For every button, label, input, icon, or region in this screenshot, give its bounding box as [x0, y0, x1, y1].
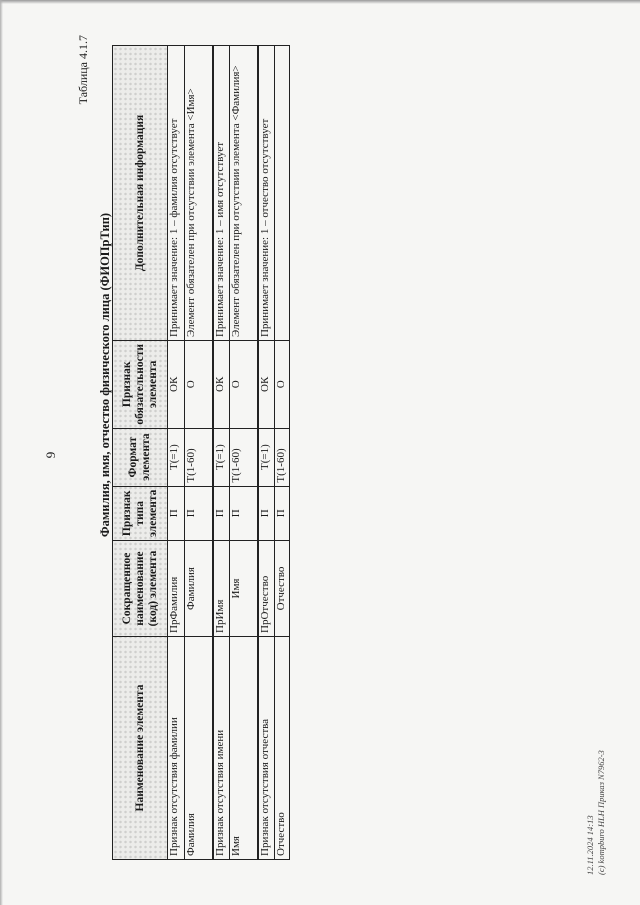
cell-name: Фамилия: [185, 637, 213, 860]
cell-type: П: [168, 486, 185, 540]
header-element-required: Признак обязательности элемента: [113, 341, 168, 429]
header-additional-info: Дополнительная информация: [113, 46, 168, 341]
table-row: [275, 46, 290, 860]
cell-name: Признак отсутствия отчества: [258, 637, 275, 860]
cell-code: Фамилия: [185, 541, 213, 637]
cell-info: Элемент обязателен при отсутствии элемента <Фамилия>: [230, 46, 258, 341]
cell-type: П: [275, 486, 290, 540]
page-number: 9: [43, 451, 58, 459]
cell-info: Элемент обязателен при отсутствии элемента <Имя>: [185, 46, 213, 341]
cell-type: П: [185, 486, 213, 540]
cell-code: ПрОтчество: [258, 541, 275, 637]
cell-required: ОК: [213, 341, 230, 429]
cell-code: ПрИмя: [213, 541, 230, 637]
cell-code: ПрФамилия: [168, 541, 185, 637]
cell-format: T(=1): [258, 428, 275, 486]
table-row: [168, 46, 185, 860]
cell-type: П: [213, 486, 230, 540]
header-element-format: Формат элемента: [113, 428, 168, 486]
cell-required: О: [230, 341, 258, 429]
cell-format: T(=1): [213, 428, 230, 486]
cell-format: T(=1): [168, 428, 185, 486]
cell-format: T(1-60): [275, 428, 290, 486]
cell-required: ОК: [168, 341, 185, 429]
cell-type: П: [258, 486, 275, 540]
cell-type: П: [230, 486, 258, 540]
table-row: [258, 46, 275, 860]
cell-name: Отчество: [275, 637, 290, 860]
stamp-source: (c) kompburo HLH Приказ N7962-3: [596, 750, 606, 875]
cell-required: О: [185, 341, 213, 429]
cell-format: T(1-60): [185, 428, 213, 486]
cell-code: Отчество: [275, 541, 290, 637]
cell-info: [275, 46, 290, 341]
table-row: [185, 46, 213, 860]
cell-format: T(1-60): [230, 428, 258, 486]
cell-required: О: [275, 341, 290, 429]
table-row: [213, 46, 230, 860]
table-caption: Таблица 4.1.7: [76, 35, 90, 105]
cell-name: Признак отсутствия имени: [213, 637, 230, 860]
table-row: [230, 46, 258, 860]
cell-info: Принимает значение: 1 – отчество отсутствует: [258, 46, 275, 341]
cell-info: Принимает значение: 1 – имя отсутствует: [213, 46, 230, 341]
element-table: [112, 45, 290, 860]
table-title: Фамилия, имя, отчество физического лица (ФИОПрТип): [98, 212, 112, 538]
cell-code: Имя: [230, 541, 258, 637]
cell-required: ОК: [258, 341, 275, 429]
cell-name: Имя: [230, 637, 258, 860]
header-element-name: Наименование элемента: [113, 637, 168, 860]
header-element-code: Сокращенное наименование (код) элемента: [113, 541, 168, 637]
header-element-type: Признак типа элемента: [113, 486, 168, 540]
cell-info: Принимает значение: 1 – фамилия отсутствует: [168, 46, 185, 341]
cell-name: Признак отсутствия фамилии: [168, 637, 185, 860]
table-header-row: [113, 46, 168, 860]
stamp-date: 12.11.2024 14:13: [585, 815, 595, 875]
